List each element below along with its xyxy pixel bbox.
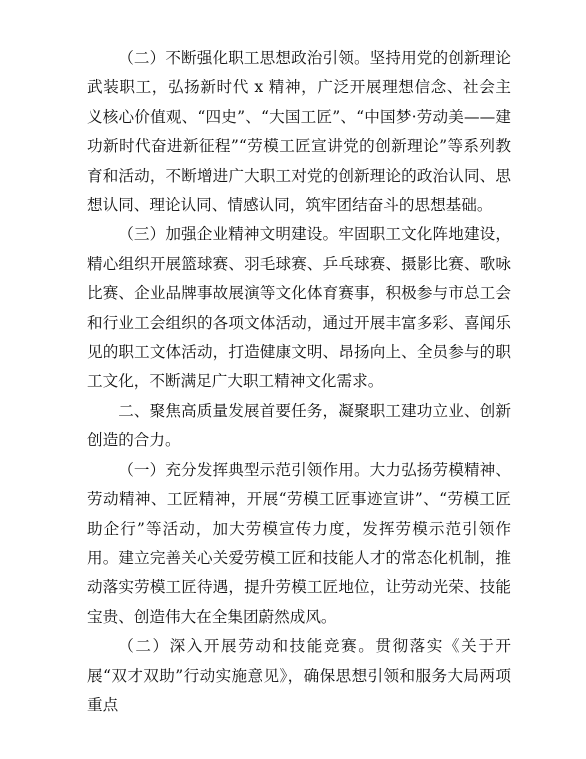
paragraph-labor-skills-competition: （二）深入开展劳动和技能竞赛。贯彻落实《关于开展“双才双助”行动实施意见》，确保思想引领和服务大局两项重点: [87, 637, 511, 714]
section-heading-high-quality-development: 二、聚焦高质量发展首要任务，凝聚职工建功立业、创新创造的合力。: [87, 401, 511, 450]
document-body: [87, 44, 511, 720]
paragraph-ideological-guidance: （二）不断强化职工思想政治引领。坚持用党的创新理论武装职工，弘扬新时代 x 精神，广泛开展理想信念、社会主义核心价值观、“四史”、“大国工匠”、“中国梦·劳动美——建功新时代奋进新征程”“劳模工匠宣讲党的创新理论”等系列教育和活动，不断增进广大职工对党的创新理论的政治认同、思想认同、理论认同、情感认同，筑牢团结奋斗的思想基础。: [87, 49, 511, 215]
paragraph-spiritual-civilization: （三）加强企业精神文明建设。牢固职工文化阵地建设，精心组织开展篮球赛、羽毛球赛、乒乓球赛、摄影比赛、歌咏比赛、企业品牌事故展演等文化体育赛事，积极参与市总工会和行业工会组织的各项文体活动，通过开展丰富多彩、喜闻乐见的职工文体活动，打造健康文明、昂扬向上、全员参与的职工文化，不断满足广大职工精神文化需求。: [87, 225, 511, 391]
paragraph-model-leadership: （一）充分发挥典型示范引领作用。大力弘扬劳模精神、劳动精神、工匠精神，开展“劳模工匠事迹宣讲”、“劳模工匠助企行”等活动，加大劳模宣传力度，发挥劳模示范引领作用。建立完善关心关爱劳模工匠和技能人才的常态化机制，推动落实劳模工匠待遇，提升劳模工匠地位，让劳动光荣、技能宝贵、创造伟大在全集团蔚然成风。: [87, 460, 511, 626]
